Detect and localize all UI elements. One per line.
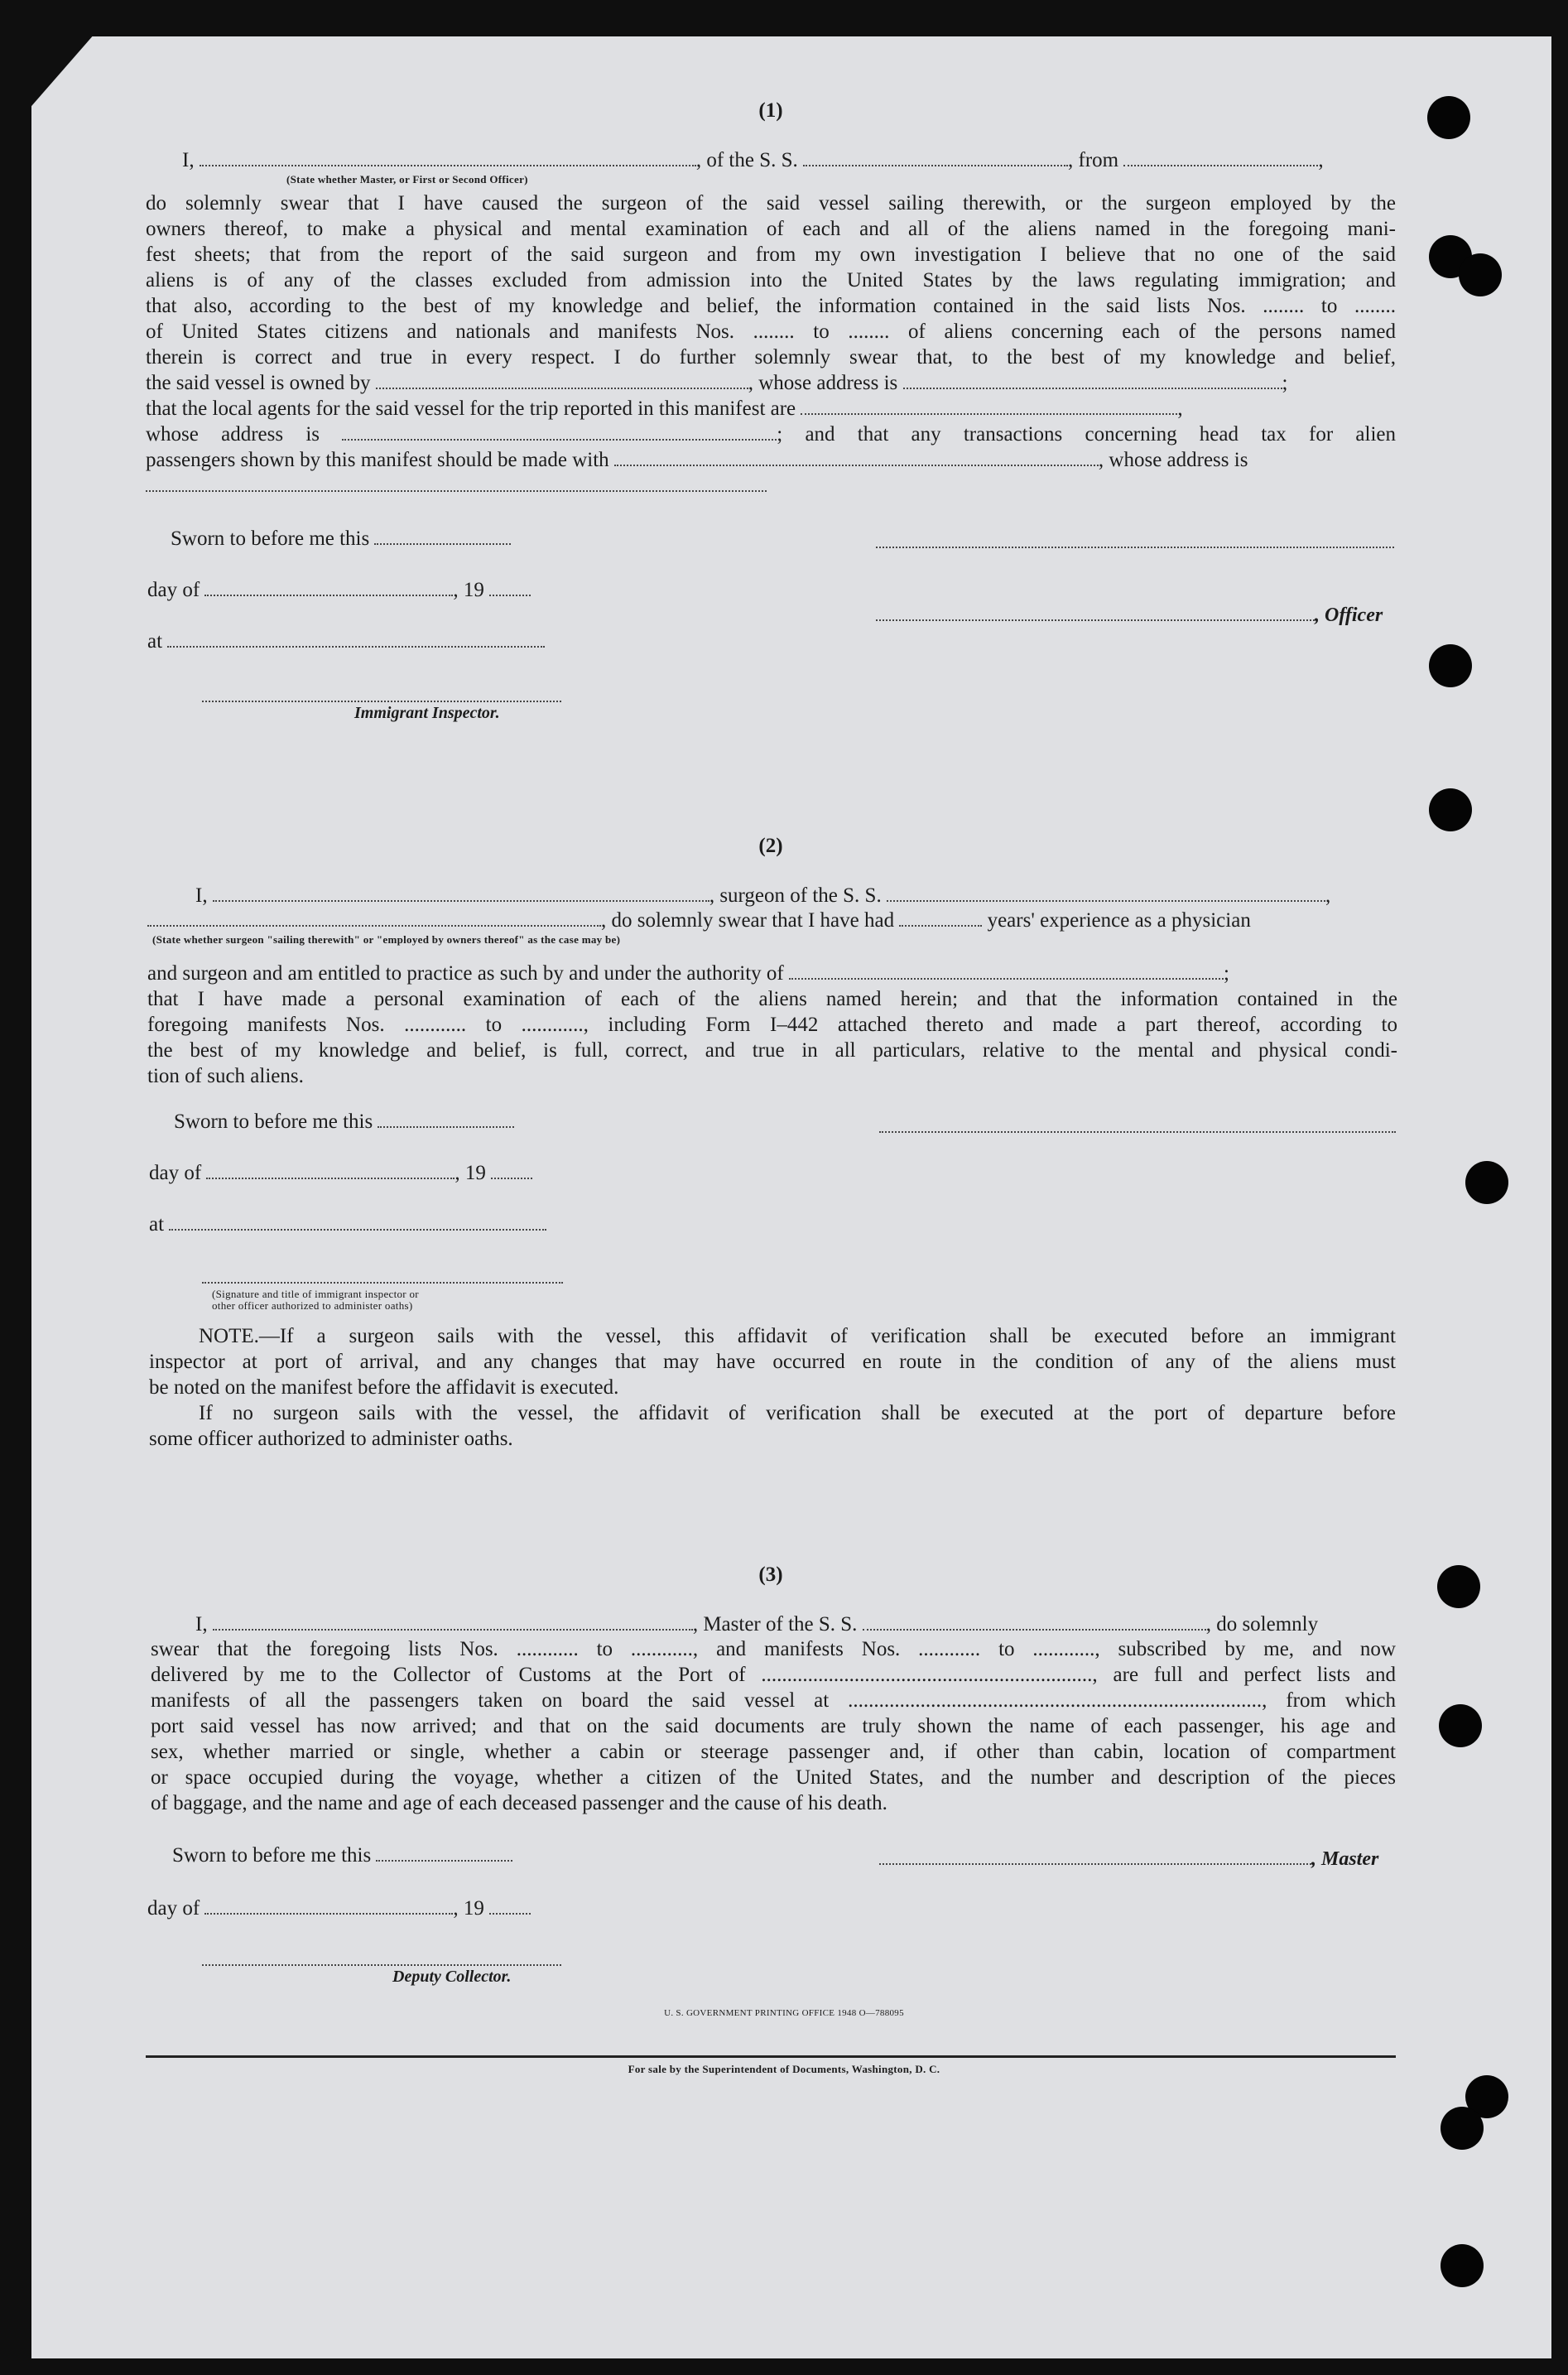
local-agents-field[interactable] bbox=[801, 397, 1177, 415]
owner-address-field[interactable] bbox=[903, 371, 1282, 389]
collector-caption: Deputy Collector. bbox=[392, 1968, 512, 1986]
day-of-row-3: day of , 19 bbox=[147, 1896, 531, 1920]
sworn-row-1: Sworn to before me this bbox=[171, 527, 511, 551]
sworn-row-3: Sworn to before me this bbox=[172, 1843, 512, 1867]
oath-first-line: I, , of the S. S. , from , bbox=[182, 149, 1324, 171]
sworn-day-field[interactable] bbox=[378, 1110, 514, 1128]
authorized-officer-signature-line[interactable] bbox=[202, 1282, 563, 1284]
ship-name-field[interactable] bbox=[863, 1612, 1206, 1631]
punch-hole bbox=[1441, 2244, 1484, 2287]
collector-signature-line[interactable] bbox=[202, 1964, 561, 1966]
punch-hole bbox=[1429, 644, 1472, 687]
authority-field[interactable] bbox=[789, 961, 1224, 980]
ship-name-field[interactable] bbox=[803, 148, 1068, 166]
punch-hole bbox=[1427, 96, 1470, 139]
sworn-row-2: Sworn to before me this bbox=[174, 1110, 514, 1134]
printing-office-imprint: U. S. GOVERNMENT PRINTING OFFICE 1948 O—788095 bbox=[664, 2008, 904, 2018]
sworn-day-field[interactable] bbox=[376, 1843, 512, 1862]
years-field[interactable] bbox=[899, 908, 982, 927]
place-field[interactable] bbox=[167, 629, 545, 648]
surgeon-name-field[interactable] bbox=[213, 884, 709, 902]
year-field[interactable] bbox=[489, 1896, 531, 1915]
from-port-field[interactable] bbox=[1123, 148, 1318, 166]
surgeon-signature-line[interactable] bbox=[879, 1131, 1396, 1133]
signature-note: (Signature and title of immigrant inspector or other officer authorized to administer oaths) bbox=[212, 1288, 419, 1312]
ship-name-field[interactable] bbox=[887, 884, 1325, 902]
officer-signature-field[interactable] bbox=[876, 603, 1315, 621]
month-field[interactable] bbox=[204, 578, 453, 596]
at-row-2: at bbox=[149, 1212, 546, 1236]
day-of-row-2: day of , 19 bbox=[149, 1161, 532, 1185]
master-signature-field[interactable] bbox=[879, 1847, 1311, 1865]
head-tax-address-field[interactable] bbox=[146, 474, 767, 492]
section-number: (2) bbox=[758, 835, 783, 857]
punch-hole bbox=[1441, 2107, 1484, 2150]
punch-hole bbox=[1437, 1565, 1480, 1608]
punch-hole bbox=[1465, 1161, 1508, 1204]
rank-note: (State whether Master, or First or Second Officer) bbox=[286, 173, 528, 185]
agents-address-field[interactable] bbox=[342, 422, 777, 441]
place-field[interactable] bbox=[169, 1212, 546, 1231]
officer-row: , Officer bbox=[876, 603, 1383, 627]
oath-body: do solemnly swear that I have caused the surgeon of the said vessel sailing therewith, or the surgeon employed by the owners thereof, to make a physical and mental examination of each and all of the aliens named in the foregoing mani- fest sheets; that from the report of the said surgeon and from my own investigation I believe that no one of the said aliens is of any of the classes excluded from admission into the United States by the laws regulating immigration; and that also, according to the best of my knowledge and belief, the information contained in the said lists Nos. ........ to ........ of United States citizens and nationals and manifests Nos. ........ to ........ of aliens concerning each of the persons named therein is correct and true in every respect. I do further solemnly swear that, to the best of my knowledge and belief, the said vessel is owned by , whose address is ; that the local agents for the said vessel for the trip reported in this manifest are , whose address is ; and that any transactions concerning head tax for alien passengers shown by this manifest should be made with , whose address is bbox=[146, 190, 1396, 499]
section-number: (3) bbox=[758, 1563, 783, 1586]
sworn-day-field[interactable] bbox=[374, 527, 511, 545]
footer-rule bbox=[146, 2055, 1396, 2058]
punch-hole bbox=[1429, 788, 1472, 831]
master-signature-line[interactable] bbox=[876, 547, 1394, 548]
month-field[interactable] bbox=[206, 1161, 455, 1179]
inspector-caption: Immigrant Inspector. bbox=[354, 704, 500, 722]
sale-notice: For sale by the Superintendent of Documents, Washington, D. C. bbox=[628, 2063, 940, 2075]
at-row-1: at bbox=[147, 629, 545, 653]
master-name-field[interactable] bbox=[213, 1612, 693, 1631]
month-field[interactable] bbox=[204, 1896, 453, 1915]
head-tax-contact-field[interactable] bbox=[614, 448, 1099, 466]
vessel-owner-field[interactable] bbox=[376, 371, 748, 389]
officer-rank-field[interactable] bbox=[200, 148, 696, 166]
punch-hole bbox=[1459, 253, 1502, 296]
surgeon-status-note: (State whether surgeon "sailing therewith" or "employed by owners thereof" as the case may be) bbox=[152, 933, 621, 946]
punch-hole bbox=[1439, 1704, 1482, 1747]
surgeon-status-field[interactable] bbox=[147, 908, 601, 927]
surgeon-note: NOTE.—If a surgeon sails with the vessel, this affidavit of verification shall be executed before an immigrant inspector at port of arrival, and any changes that may have occurred en route in the condition of any of the aliens must be noted on the manifest before the affidavit is executed. If no surgeon sails with the vessel, the affidavit of verification shall be executed at the port of departure before some officer authorized to administer oaths. bbox=[149, 1325, 1396, 1450]
inspector-signature-line[interactable] bbox=[202, 701, 561, 702]
master-row: , Master bbox=[879, 1847, 1378, 1871]
year-field[interactable] bbox=[489, 578, 531, 596]
section-number: (1) bbox=[758, 99, 783, 122]
day-of-row-1: day of , 19 bbox=[147, 578, 531, 602]
year-field[interactable] bbox=[491, 1161, 532, 1179]
